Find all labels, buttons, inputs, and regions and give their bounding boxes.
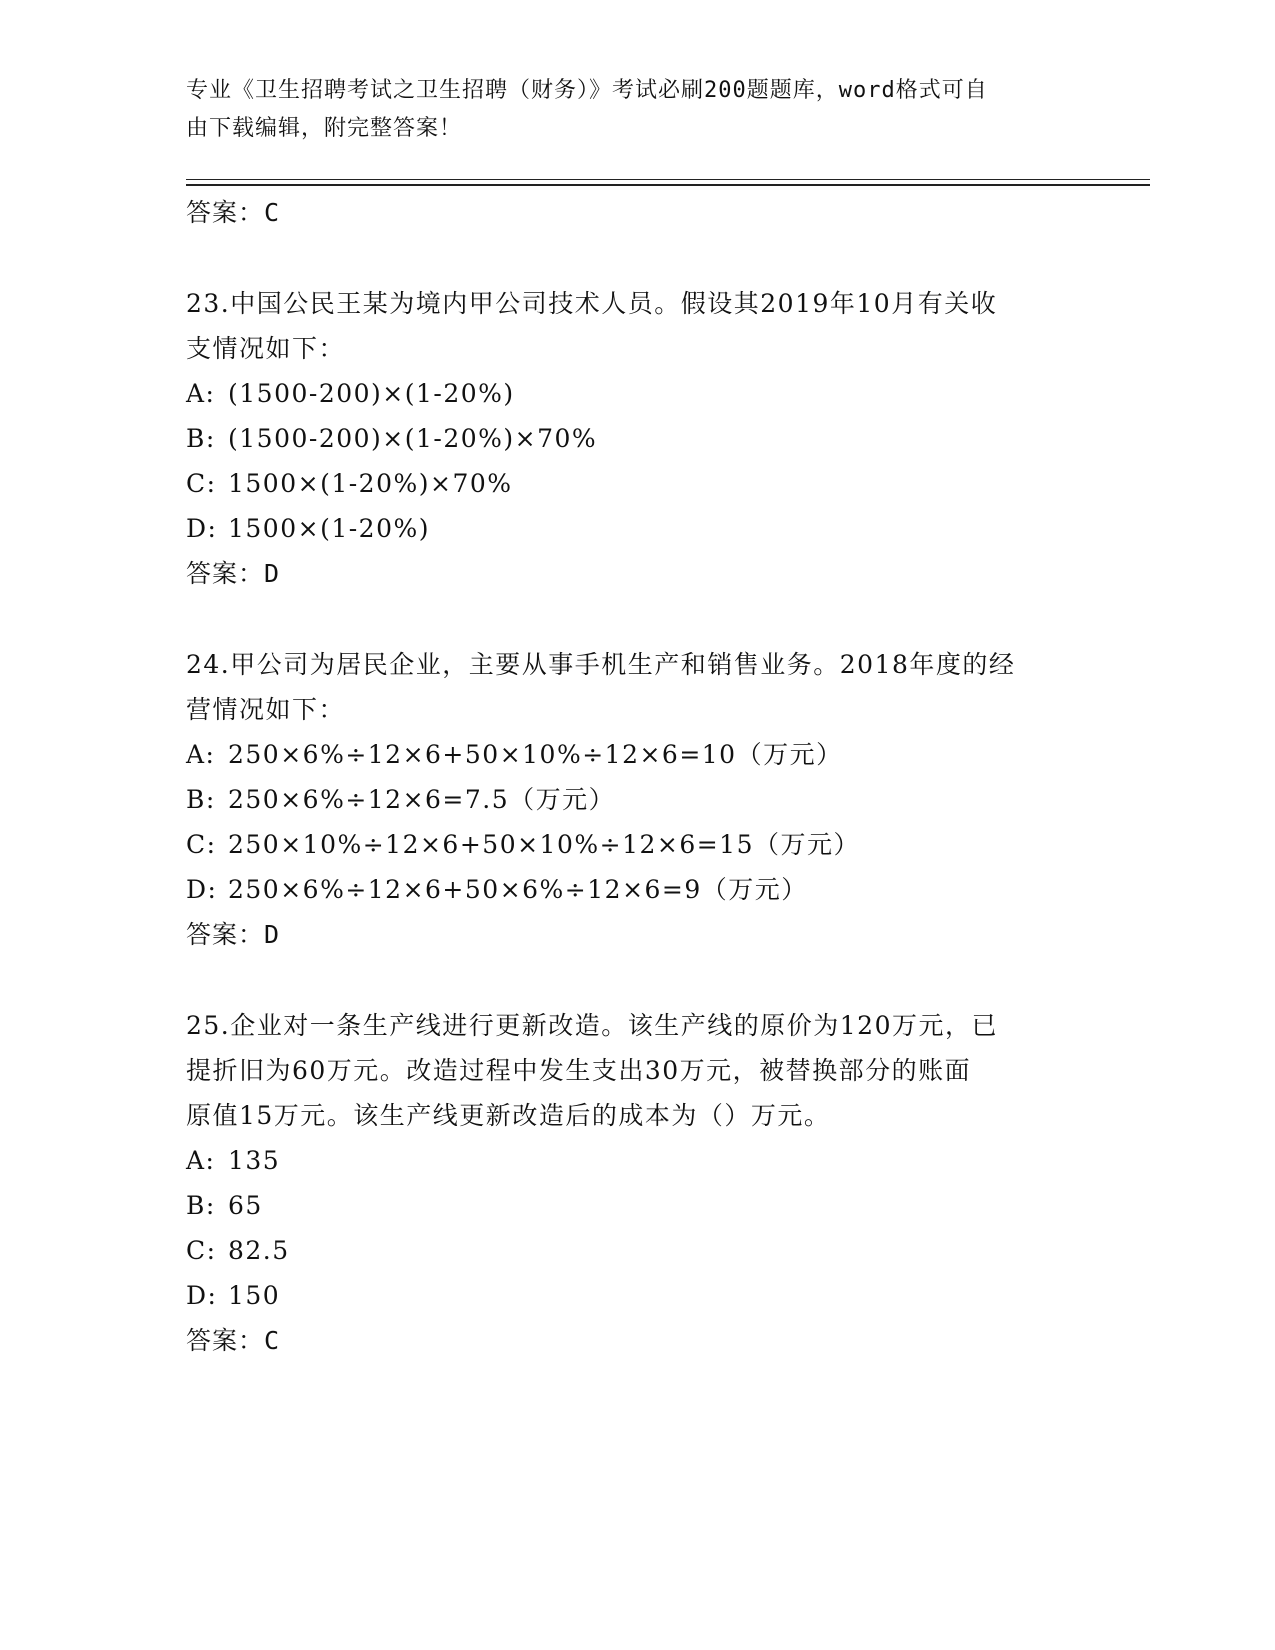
option-text: 1500×(1-20%)×70% [228,469,513,498]
question-list [186,190,1086,1363]
header-line-2: 由下载编辑，附完整答案！ [186,116,463,141]
question-23 [186,281,1086,596]
option-a [186,732,1086,777]
option-text: 65 [228,1191,263,1220]
option-text: 135 [228,1146,281,1175]
header-divider-thick [186,184,1150,186]
question-text [186,281,1086,371]
option-letter: C: [186,830,217,859]
option-a [186,1138,1086,1183]
document-header [186,72,1086,148]
question-24 [186,642,1086,957]
option-text: 250×6%÷12×6+50×6%÷12×6=9（万元） [228,875,808,904]
option-letter: A: [186,740,216,769]
option-d [186,1273,1086,1318]
option-letter: A: [186,379,216,408]
option-b [186,416,1086,461]
question-line: 提折旧为60万元。改造过程中发生支出30万元，被替换部分的账面 [186,1056,972,1085]
question-25 [186,1003,1086,1363]
option-text: 82.5 [228,1236,290,1265]
previous-answer: 答案：C [186,198,281,227]
header-line-1: 专业《卫生招聘考试之卫生招聘（财务）》考试必刷200题题库，word格式可自 [186,78,988,103]
option-text: 150 [228,1281,281,1310]
answer: 答案：D [186,920,281,949]
option-a [186,371,1086,416]
option-letter: B: [186,424,216,453]
question-line: 支情况如下： [186,334,346,363]
option-letter: D: [186,875,218,904]
option-b [186,777,1086,822]
option-letter: C: [186,469,217,498]
header-divider-thin [186,179,1150,180]
question-line: 营情况如下： [186,695,346,724]
answer: 答案：D [186,559,281,588]
option-c [186,1228,1086,1273]
option-text: (1500-200)×(1-20%) [228,379,515,408]
question-text [186,1003,1086,1138]
option-text: 250×6%÷12×6=7.5（万元） [228,785,616,814]
option-letter: A: [186,1146,216,1175]
answer: 答案：C [186,1326,281,1355]
question-line: 原值15万元。该生产线更新改造后的成本为（）万元。 [186,1101,831,1130]
option-d [186,867,1086,912]
option-text: 250×6%÷12×6+50×10%÷12×6=10（万元） [228,740,843,769]
option-letter: C: [186,1236,217,1265]
option-letter: B: [186,1191,216,1220]
option-text: (1500-200)×(1-20%)×70% [228,424,598,453]
option-c [186,461,1086,506]
question-line: 24.甲公司为居民企业，主要从事手机生产和销售业务。2018年度的经 [186,650,1016,679]
question-text [186,642,1086,732]
option-letter: D: [186,1281,218,1310]
option-text: 250×10%÷12×6+50×10%÷12×6=15（万元） [228,830,860,859]
option-c [186,822,1086,867]
question-line: 25.企业对一条生产线进行更新改造。该生产线的原价为120万元，已 [186,1011,998,1040]
question-line: 23.中国公民王某为境内甲公司技术人员。假设其2019年10月有关收 [186,289,998,318]
option-letter: B: [186,785,216,814]
option-b [186,1183,1086,1228]
option-d [186,506,1086,551]
option-letter: D: [186,514,218,543]
option-text: 1500×(1-20%) [228,514,430,543]
